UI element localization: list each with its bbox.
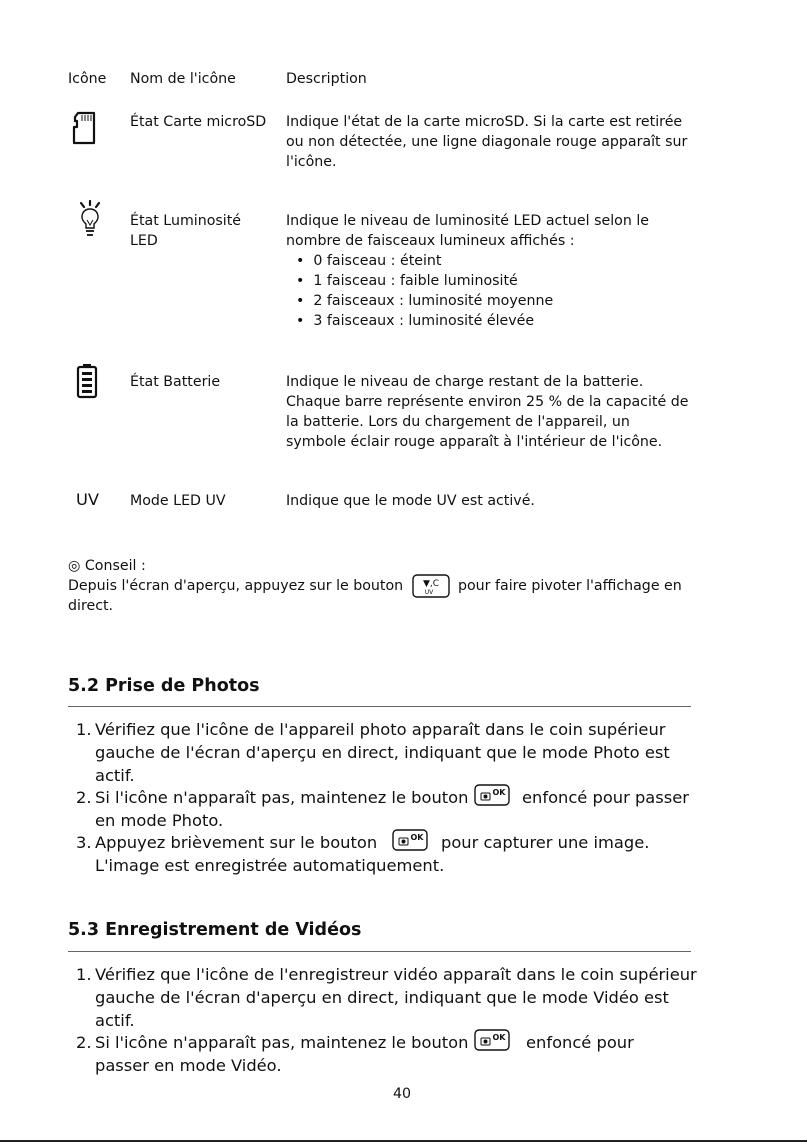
list-number: 1.: [76, 965, 92, 984]
list-number: 1.: [76, 720, 92, 739]
description-line: symbole éclair rouge apparaît à l'intérieur de l'icône.: [286, 434, 663, 450]
section-title-video: 5.3 Enregistrement de Vidéos: [68, 920, 362, 940]
header-description: Description: [286, 71, 367, 87]
description-line: Indique le niveau de charge restant de la batterie.: [286, 374, 644, 390]
list-item-text: Vérifiez que l'icône de l'appareil photo apparaît dans le coin supérieur: [95, 720, 666, 739]
svg-text:OK: OK: [492, 788, 506, 797]
list-item-text: Appuyez brièvement sur le bouton: [95, 833, 378, 852]
page-number: 40: [393, 1086, 412, 1102]
name-line: État Luminosité: [130, 213, 241, 229]
list-item-text: actif.: [95, 1011, 135, 1030]
row-uv-description: Indique que le mode UV est activé.: [286, 493, 535, 509]
tip-text-line1-before: Depuis l'écran d'aperçu, appuyez sur le bouton: [68, 578, 404, 594]
lightbulb-icon: [77, 200, 103, 242]
description-line: Chaque barre représente environ 25 % de la capacité de: [286, 394, 689, 410]
description-line: Indique le niveau de luminosité LED actuel selon le: [286, 213, 649, 229]
description-line: la batterie. Lors du chargement de l'appareil, un: [286, 414, 630, 430]
list-item-text: enfoncé pour: [526, 1033, 634, 1052]
row-battery-description: [286, 372, 688, 452]
list-item-text: Si l'icône n'apparaît pas, maintenez le bouton: [95, 788, 469, 807]
bullet-item: • 1 faisceau : faible luminosité: [296, 273, 518, 289]
list-number: 2.: [76, 1033, 92, 1052]
svg-text:UV: UV: [424, 589, 434, 596]
row-led-name: [130, 211, 241, 251]
description-line: ou non détectée, une ligne diagonale rouge apparaît sur: [286, 134, 688, 150]
list-item-text: en mode Photo.: [95, 811, 224, 830]
row-battery-name: État Batterie: [130, 374, 221, 390]
description-line: Indique l'état de la carte microSD. Si la carte est retirée: [286, 114, 683, 130]
name-line: LED: [130, 233, 158, 249]
tip-title: ◎ Conseil :: [68, 558, 146, 574]
row-microsd-description: [286, 112, 687, 172]
list-item-text: Vérifiez que l'icône de l'enregistreur vidéo apparaît dans le coin supérieur: [95, 965, 697, 984]
row-led-bullets: [296, 251, 553, 331]
svg-text:OK: OK: [492, 1033, 506, 1042]
list-item-text: pour capturer une image.: [441, 833, 650, 852]
list-number: 3.: [76, 833, 92, 852]
ok-camera-button-icon: [392, 829, 428, 851]
list-item-text: gauche de l'écran d'aperçu en direct, indiquant que le mode Vidéo est: [95, 988, 669, 1007]
section-title-photo: 5.2 Prise de Photos: [68, 676, 260, 696]
svg-text:OK: OK: [410, 833, 424, 842]
ok-camera-button-icon: [474, 784, 510, 806]
list-item-text: actif.: [95, 766, 135, 785]
list-item-text: gauche de l'écran d'aperçu en direct, indiquant que le mode Photo est: [95, 743, 670, 762]
ok-camera-button-icon: [474, 1029, 510, 1051]
section-divider: [68, 706, 691, 707]
microsd-card-icon: [72, 111, 98, 145]
tip-text-line2: direct.: [68, 598, 114, 614]
bullet-item: • 2 faisceaux : luminosité moyenne: [296, 293, 554, 309]
tip-text-line1-after: pour faire pivoter l'affichage en: [458, 578, 682, 594]
header-name: Nom de l'icône: [130, 71, 236, 87]
svg-text:▼,C: ▼,C: [422, 579, 440, 589]
row-microsd-name: État Carte microSD: [130, 114, 267, 130]
list-item-text: L'image est enregistrée automatiquement.: [95, 856, 445, 875]
list-item-text: Si l'icône n'apparaît pas, maintenez le bouton: [95, 1033, 469, 1052]
rotate-uv-button-icon: [412, 574, 450, 598]
row-led-description: [286, 211, 649, 251]
description-line: l'icône.: [286, 154, 337, 170]
list-number: 2.: [76, 788, 92, 807]
list-item-text: enfoncé pour passer: [522, 788, 689, 807]
row-uv-name: Mode LED UV: [130, 493, 226, 509]
section-divider: [68, 951, 691, 952]
bullet-item: • 3 faisceaux : luminosité élevée: [296, 313, 535, 329]
page-bottom-edge: [0, 1140, 807, 1142]
description-line: nombre de faisceaux lumineux affichés :: [286, 233, 575, 249]
bullet-item: • 0 faisceau : éteint: [296, 253, 442, 269]
battery-icon: [76, 363, 98, 399]
uv-icon: UV: [76, 490, 100, 509]
list-item-text: passer en mode Vidéo.: [95, 1056, 282, 1075]
header-icon: Icône: [68, 71, 107, 87]
